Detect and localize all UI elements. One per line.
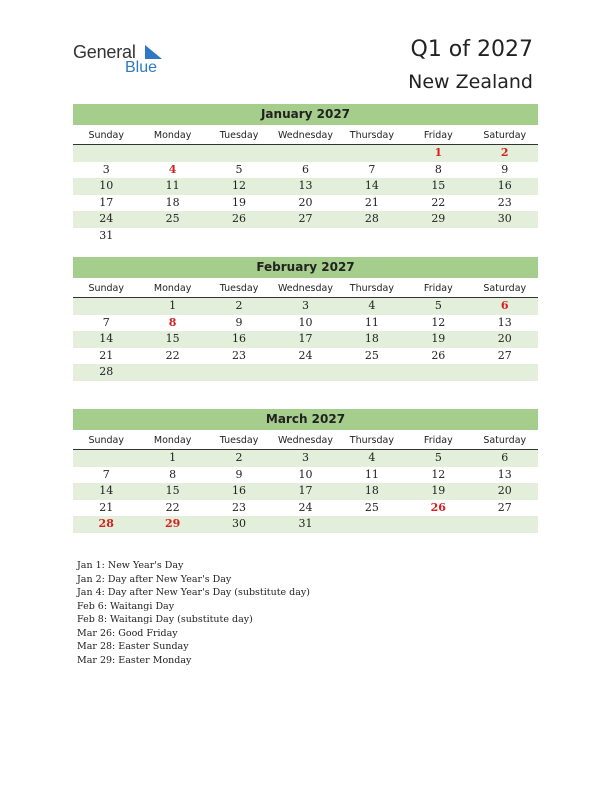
day-cell: 19 bbox=[431, 332, 446, 346]
weekday-label: Saturday bbox=[483, 283, 527, 294]
logo-blue-text: Blue bbox=[125, 59, 158, 76]
day-cell: 5 bbox=[434, 299, 442, 312]
day-cell: 10 bbox=[298, 467, 313, 481]
weekday-label: Saturday bbox=[483, 435, 527, 446]
week-row bbox=[73, 228, 538, 245]
day-cell: 24 bbox=[99, 212, 114, 226]
holiday-note: Feb 6: Waitangi Day bbox=[77, 600, 175, 612]
week-row bbox=[73, 467, 538, 484]
day-cell: 22 bbox=[165, 348, 180, 362]
day-cell: 13 bbox=[497, 467, 512, 481]
day-cell: 19 bbox=[232, 195, 247, 209]
week-row bbox=[73, 483, 538, 500]
day-cell bbox=[73, 298, 139, 315]
day-cell: 6 bbox=[500, 299, 509, 312]
week-row bbox=[73, 195, 538, 212]
day-cell: 3 bbox=[301, 299, 309, 312]
day-cell: 15 bbox=[165, 332, 180, 346]
day-cell: 1 bbox=[169, 451, 177, 464]
day-cell bbox=[206, 145, 272, 162]
day-cell: 12 bbox=[431, 467, 446, 481]
week-row bbox=[73, 178, 538, 195]
day-cell: 16 bbox=[232, 332, 247, 346]
weekday-label: Tuesday bbox=[219, 283, 259, 294]
day-cell: 6 bbox=[301, 162, 309, 176]
holiday-note: Jan 2: Day after New Year's Day bbox=[77, 573, 232, 585]
weekday-label: Saturday bbox=[483, 130, 527, 141]
logo-general-text: General bbox=[73, 42, 136, 62]
weekday-label: Sunday bbox=[88, 435, 124, 446]
weekday-label: Monday bbox=[153, 130, 192, 141]
day-cell: 26 bbox=[232, 212, 247, 226]
month-block bbox=[73, 257, 538, 381]
weekday-header-row bbox=[73, 280, 538, 298]
day-cell: 23 bbox=[232, 348, 247, 362]
week-row bbox=[73, 298, 538, 315]
day-cell: 7 bbox=[368, 162, 376, 176]
day-cell bbox=[339, 228, 405, 245]
day-cell: 5 bbox=[434, 451, 442, 464]
weekday-label: Friday bbox=[423, 435, 453, 446]
day-cell bbox=[472, 364, 538, 381]
day-cell: 10 bbox=[99, 179, 114, 193]
weekday-label: Friday bbox=[423, 283, 453, 294]
day-cell: 14 bbox=[99, 332, 114, 346]
weekday-label: Wednesday bbox=[277, 435, 333, 446]
weekday-label: Thursday bbox=[349, 435, 394, 446]
day-cell: 20 bbox=[497, 332, 512, 346]
day-cell: 1 bbox=[434, 146, 443, 159]
day-cell: 2 bbox=[500, 146, 509, 159]
day-cell: 11 bbox=[165, 179, 180, 193]
day-cell: 9 bbox=[235, 315, 243, 329]
weekday-label: Friday bbox=[423, 130, 453, 141]
day-cell bbox=[472, 228, 538, 245]
day-cell: 23 bbox=[497, 195, 512, 209]
day-cell: 13 bbox=[298, 179, 313, 193]
day-cell: 2 bbox=[235, 299, 243, 312]
month-title: February 2027 bbox=[73, 257, 538, 278]
day-cell bbox=[206, 364, 272, 381]
weekday-label: Sunday bbox=[88, 130, 124, 141]
holiday-note: Mar 26: Good Friday bbox=[77, 627, 178, 639]
day-cell: 21 bbox=[364, 195, 379, 209]
day-cell bbox=[73, 145, 139, 162]
day-cell bbox=[272, 364, 338, 381]
day-cell bbox=[339, 516, 405, 533]
day-cell: 27 bbox=[298, 212, 313, 226]
day-cell: 14 bbox=[364, 179, 379, 193]
week-row bbox=[73, 450, 538, 467]
day-cell: 2 bbox=[235, 451, 243, 464]
day-cell: 7 bbox=[102, 315, 110, 329]
day-cell: 7 bbox=[102, 467, 110, 481]
day-cell bbox=[206, 228, 272, 245]
day-cell bbox=[472, 516, 538, 533]
day-cell: 17 bbox=[99, 195, 114, 209]
week-row bbox=[73, 516, 538, 533]
week-row bbox=[73, 145, 538, 162]
day-cell: 23 bbox=[232, 500, 247, 514]
holiday-note: Jan 4: Day after New Year's Day (substitute day) bbox=[77, 587, 310, 598]
day-cell: 4 bbox=[368, 299, 376, 312]
day-cell: 3 bbox=[301, 451, 309, 464]
day-cell: 30 bbox=[232, 517, 247, 531]
day-cell: 22 bbox=[431, 195, 446, 209]
day-cell: 26 bbox=[430, 500, 446, 514]
day-cell: 10 bbox=[298, 315, 313, 329]
day-cell: 18 bbox=[165, 195, 180, 209]
day-cell: 16 bbox=[497, 179, 512, 193]
weekday-label: Wednesday bbox=[277, 130, 333, 141]
day-cell: 20 bbox=[298, 195, 313, 209]
weekday-label: Tuesday bbox=[219, 130, 259, 141]
logo bbox=[73, 42, 183, 78]
day-cell: 11 bbox=[364, 315, 379, 329]
day-cell: 6 bbox=[501, 451, 509, 464]
day-cell: 12 bbox=[431, 315, 446, 329]
weekday-label: Monday bbox=[153, 283, 192, 294]
day-cell: 13 bbox=[497, 315, 512, 329]
day-cell bbox=[139, 145, 205, 162]
week-row bbox=[73, 348, 538, 365]
weekday-header-row bbox=[73, 432, 538, 450]
day-cell: 5 bbox=[235, 162, 243, 176]
day-cell: 28 bbox=[99, 365, 114, 379]
day-cell: 31 bbox=[298, 517, 313, 531]
day-cell: 4 bbox=[368, 451, 376, 464]
day-cell: 27 bbox=[497, 348, 512, 362]
day-cell: 19 bbox=[431, 484, 446, 498]
day-cell: 8 bbox=[169, 467, 177, 481]
day-cell bbox=[339, 364, 405, 381]
month-title: January 2027 bbox=[73, 104, 538, 125]
week-row bbox=[73, 162, 538, 179]
day-cell: 28 bbox=[364, 212, 379, 226]
week-row bbox=[73, 211, 538, 228]
day-cell bbox=[139, 228, 205, 245]
weekday-label: Thursday bbox=[349, 283, 394, 294]
day-cell: 12 bbox=[232, 179, 247, 193]
month-block bbox=[73, 409, 538, 533]
day-cell: 30 bbox=[497, 212, 512, 226]
day-cell: 8 bbox=[434, 162, 442, 176]
day-cell: 29 bbox=[431, 212, 446, 226]
weekday-label: Monday bbox=[153, 435, 192, 446]
day-cell: 15 bbox=[165, 484, 180, 498]
holiday-notes bbox=[77, 559, 310, 667]
day-cell: 9 bbox=[501, 162, 509, 176]
day-cell: 15 bbox=[431, 179, 446, 193]
day-cell bbox=[405, 228, 471, 245]
day-cell: 14 bbox=[99, 484, 114, 498]
day-cell bbox=[272, 228, 338, 245]
day-cell: 28 bbox=[98, 517, 114, 531]
holiday-note: Mar 29: Easter Monday bbox=[77, 654, 192, 666]
day-cell: 21 bbox=[99, 348, 114, 362]
day-cell: 3 bbox=[102, 162, 110, 176]
day-cell: 8 bbox=[168, 315, 177, 329]
weekday-header-row bbox=[73, 127, 538, 145]
day-cell: 29 bbox=[164, 517, 181, 531]
logo-triangle-icon bbox=[141, 44, 163, 60]
day-cell: 17 bbox=[298, 484, 313, 498]
weekday-label: Thursday bbox=[349, 130, 394, 141]
weekday-label: Tuesday bbox=[219, 435, 259, 446]
day-cell bbox=[73, 450, 139, 467]
day-cell: 11 bbox=[364, 467, 379, 481]
page-subtitle: New Zealand bbox=[408, 71, 533, 93]
week-row bbox=[73, 364, 538, 381]
day-cell bbox=[405, 364, 471, 381]
day-cell: 21 bbox=[99, 500, 114, 514]
weekday-label: Wednesday bbox=[277, 283, 333, 294]
day-cell: 26 bbox=[431, 348, 446, 362]
day-cell: 24 bbox=[298, 348, 313, 362]
holiday-note: Jan 1: New Year's Day bbox=[77, 560, 184, 571]
weekday-label: Sunday bbox=[88, 283, 124, 294]
day-cell bbox=[139, 364, 205, 381]
day-cell: 31 bbox=[99, 228, 114, 242]
day-cell: 27 bbox=[497, 500, 512, 514]
holiday-note: Mar 28: Easter Sunday bbox=[77, 641, 189, 652]
day-cell: 18 bbox=[364, 484, 379, 498]
month-block bbox=[73, 104, 538, 245]
day-cell: 1 bbox=[169, 299, 177, 312]
day-cell: 9 bbox=[235, 467, 243, 481]
day-cell: 18 bbox=[364, 332, 379, 346]
day-cell: 4 bbox=[168, 162, 177, 176]
week-row bbox=[73, 331, 538, 348]
holiday-note: Feb 8: Waitangi Day (substitute day) bbox=[77, 614, 253, 625]
day-cell bbox=[272, 145, 338, 162]
day-cell: 24 bbox=[298, 500, 313, 514]
day-cell: 25 bbox=[364, 348, 379, 362]
day-cell: 22 bbox=[165, 500, 180, 514]
month-title: March 2027 bbox=[73, 409, 538, 430]
day-cell: 25 bbox=[364, 500, 379, 514]
day-cell bbox=[405, 516, 471, 533]
page-title: Q1 of 2027 bbox=[410, 37, 533, 62]
day-cell: 25 bbox=[165, 212, 180, 226]
day-cell: 17 bbox=[298, 332, 313, 346]
week-row bbox=[73, 500, 538, 517]
week-row bbox=[73, 315, 538, 332]
day-cell: 16 bbox=[232, 484, 247, 498]
day-cell: 20 bbox=[497, 484, 512, 498]
day-cell bbox=[339, 145, 405, 162]
